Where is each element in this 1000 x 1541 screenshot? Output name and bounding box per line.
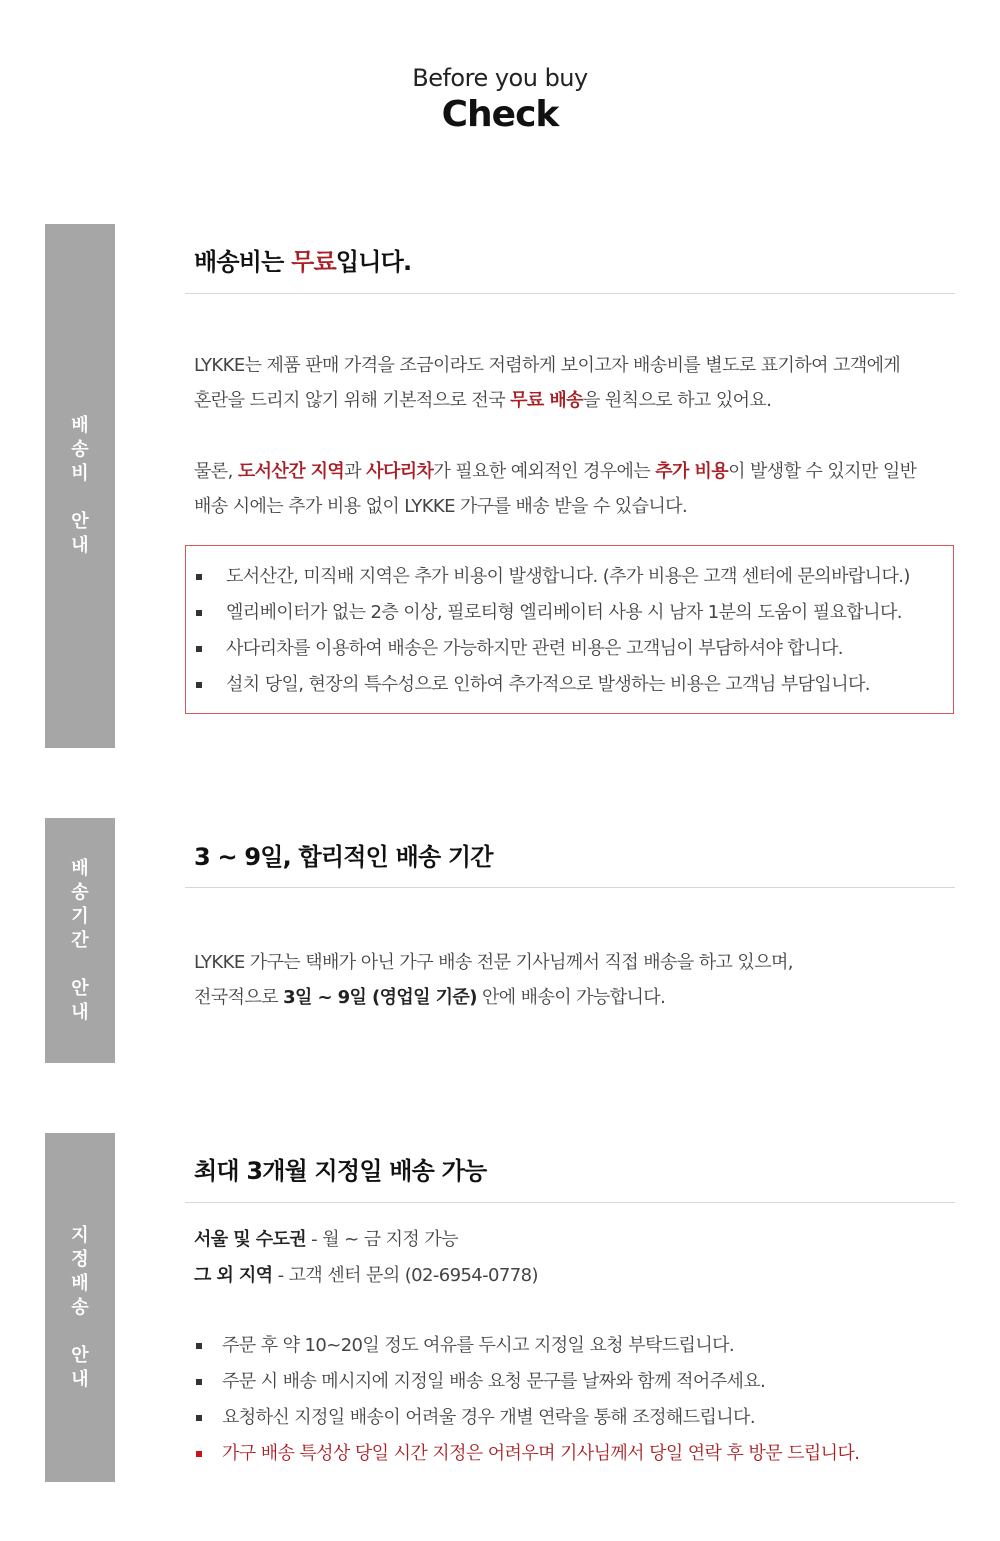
title-highlight: 무료: [291, 248, 336, 276]
text: 전국적으로: [194, 987, 284, 1008]
list-item-text: 요청하신 지정일 배송이 어려울 경우 개별 연락을 통해 조정해드립니다.: [222, 1407, 755, 1428]
region-value: - 월 ~ 금 지정 가능: [306, 1229, 458, 1250]
sidebar-char: 송: [71, 439, 89, 460]
sidebar-char: 내: [71, 1368, 89, 1390]
list-item-text: 도서산간, 미직배 지역은 추가 비용이 발생합니다. (추가 비용은 고객 센터에 문의바랍니다.): [226, 566, 910, 587]
bullet-icon: [196, 1379, 202, 1385]
list-item-text: 가구 배송 특성상 당일 시간 지정은 어려우며 기사님께서 당일 연락 후 방문 드립니다.: [222, 1443, 860, 1464]
header-title: Check: [441, 94, 559, 135]
shipping-fee-paragraph-2: [194, 454, 954, 524]
divider: [185, 293, 955, 294]
bullet-icon: [196, 1343, 202, 1349]
sidebar-label: [71, 857, 88, 1025]
sidebar-label: [71, 414, 88, 558]
title-text-end: 입니다.: [335, 248, 412, 276]
sidebar-char: 간: [71, 929, 89, 951]
text: 이 발생할 수 있지만 일반: [728, 461, 917, 482]
list-item-text: 설치 당일, 현장의 특수성으로 인하여 추가적으로 발생하는 비용은 고객님 부담입니다.: [226, 674, 870, 695]
divider: [185, 1202, 955, 1203]
sidebar-char: 배: [71, 1272, 89, 1294]
text: 안에 배송이 가능합니다.: [476, 987, 666, 1008]
list-item: [196, 1364, 859, 1400]
paragraph-line: [194, 383, 954, 418]
extra-cost-highlight: 추가 비용: [655, 461, 729, 482]
shipping-fee-sidebar: [45, 224, 115, 748]
paragraph-line: [194, 454, 954, 489]
paragraph-line: LYKKE 가구는 택배가 아닌 가구 배송 전문 기사님께서 직접 배송을 하고 있으며,: [194, 952, 793, 973]
free-shipping-highlight: 무료 배송: [510, 390, 583, 411]
notice-list: [196, 559, 910, 703]
delivery-period-sidebar: [45, 818, 115, 1063]
shipping-fee-paragraph-1: [194, 348, 954, 418]
text: 을 원칙으로 하고 있어요.: [582, 390, 772, 411]
list-item: [196, 667, 910, 703]
sidebar-char: 안: [71, 977, 89, 999]
scheduled-delivery-title: 최대 3개월 지정일 배송 가능: [194, 1157, 487, 1185]
text: 과: [344, 461, 367, 482]
sidebar-char: 내: [71, 535, 89, 556]
ladder-truck-highlight: 사다리차: [366, 461, 434, 482]
delivery-period-paragraph: [194, 945, 954, 1015]
region-label: 서울 및 수도권: [194, 1229, 307, 1250]
sidebar-char: 송: [71, 881, 89, 903]
list-item: [196, 1400, 859, 1436]
delivery-period-title: 3 ~ 9일, 합리적인 배송 기간: [194, 843, 493, 871]
region-value: - 고객 센터 문의 (02-6954-0778): [272, 1265, 538, 1286]
sidebar-char: 안: [71, 1344, 89, 1366]
bullet-icon: [196, 646, 202, 652]
list-item-text: 주문 시 배송 메시지에 지정일 배송 요청 문구를 날짜와 함께 적어주세요.: [222, 1371, 766, 1392]
header-subtitle: Before you buy: [412, 64, 588, 92]
sidebar-char: 안: [71, 511, 89, 532]
region-info: [194, 1222, 538, 1294]
sidebar-char: 지: [71, 1224, 89, 1246]
scheduled-notes-list: [196, 1328, 859, 1472]
sidebar-char: 정: [71, 1248, 89, 1270]
sidebar-char: 송: [71, 1296, 89, 1318]
region-row-seoul: [194, 1222, 538, 1258]
list-item: [196, 1328, 859, 1364]
list-item-text: 사다리차를 이용하여 배송은 가능하지만 관련 비용은 고객님이 부담하셔야 합니다.: [226, 638, 843, 659]
scheduled-delivery-sidebar: [45, 1133, 115, 1482]
bullet-icon: [196, 610, 202, 616]
text: 가 필요한 예외적인 경우에는: [433, 461, 656, 482]
list-item: [196, 595, 910, 631]
paragraph-line: 배송 시에는 추가 비용 없이 LYKKE 가구를 배송 받을 수 있습니다.: [194, 496, 688, 517]
region-row-other: [194, 1258, 538, 1294]
paragraph-line: LYKKE는 제품 판매 가격을 조금이라도 저렴하게 보이고자 배송비를 별도로 표기하여 고객에게: [194, 355, 901, 376]
region-label: 그 외 지역: [194, 1265, 273, 1286]
bullet-icon: [196, 574, 202, 580]
divider: [185, 887, 955, 888]
list-item-text: 엘리베이터가 없는 2층 이상, 필로티형 엘리베이터 사용 시 남자 1분의 도움이 필요합니다.: [226, 602, 902, 623]
sidebar-char: 배: [71, 857, 89, 879]
paragraph-line: [194, 980, 954, 1015]
list-item-text: 주문 후 약 10~20일 정도 여유를 두시고 지정일 요청 부탁드립니다.: [222, 1335, 735, 1356]
sidebar-char: 내: [71, 1001, 89, 1023]
bullet-icon: [196, 1415, 202, 1421]
text: 혼란을 드리지 않기 위해 기본적으로 전국: [194, 390, 511, 411]
text: 물론,: [194, 461, 238, 482]
list-item: [196, 559, 910, 595]
list-item: [196, 631, 910, 667]
period-highlight: 3일 ~ 9일 (영업일 기준): [283, 987, 477, 1008]
bullet-icon: [196, 682, 202, 688]
list-item-alert: [196, 1436, 859, 1472]
sidebar-char: 배: [71, 415, 89, 436]
sidebar-label: [71, 1224, 88, 1392]
remote-area-highlight: 도서산간 지역: [237, 461, 345, 482]
title-text: 배송비는: [194, 248, 292, 276]
page-header: [0, 62, 1000, 136]
sidebar-char: 기: [71, 905, 89, 927]
shipping-fee-title: [194, 242, 411, 277]
sidebar-char: 비: [71, 463, 89, 484]
bullet-icon: [196, 1451, 202, 1457]
